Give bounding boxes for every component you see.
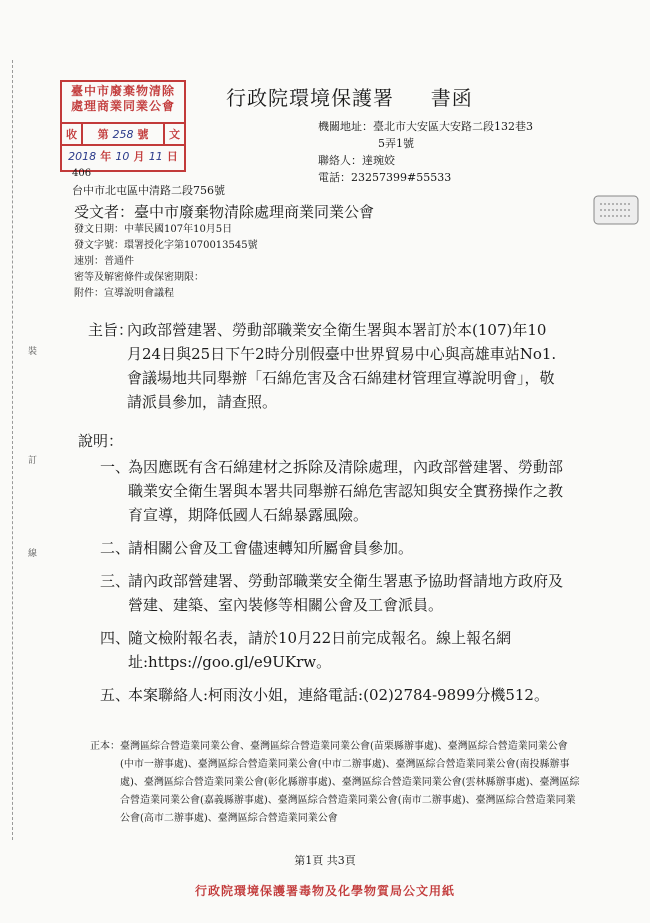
issue-number: 發文字號：環署授化字第1070013545號 (74, 240, 258, 251)
list-item: 三、 請內政部營建署、勞動部職業安全衛生署惠予協助督請地方政府及營建、建築、室內裝修等相關公會及工會派員。 (100, 572, 564, 614)
stamp-number: 第 258 號 (83, 124, 165, 144)
binding-mark-zhuang: 裝 (28, 347, 38, 357)
agency-address-cont: 5弄1號 (378, 137, 414, 150)
document-meta (74, 222, 258, 302)
list-item: 一、 為因應既有含石綿建材之拆除及清除處理，內政部營建署、勞動部職業安全衛生署與本署共同舉辦石綿危害認知與安全實務操作之教育宣導，期降低國人石綿暴露風險。 (100, 458, 564, 524)
recipient-zip: 406 (72, 168, 92, 179)
speed-class: 速別：普通件 (74, 256, 134, 267)
staple-icon (590, 190, 642, 230)
agency-address: 機關地址：臺北市大安區大安路二段132巷3 (318, 120, 533, 133)
recipient-name: 受文者：臺中市廢棄物清除處理商業同業公會 (74, 203, 375, 221)
stamp-date: 2018 年 10 月 11 日 (68, 149, 178, 163)
page-number: 第1頁 共3頁 (294, 854, 356, 867)
footer-title: 行政院環境保護署毒物及化學物質局公文用紙 (194, 884, 455, 898)
receipt-stamp (60, 80, 186, 172)
stamp-org-name: 臺中市廢棄物清除 處理商業同業公會 (70, 84, 175, 113)
stamp-receive: 收 (62, 124, 83, 144)
issue-date: 發文日期：中華民國107年10月5日 (74, 224, 233, 235)
contact-person: 聯絡人：達琬姣 (318, 154, 395, 167)
list-item: 五、 本案聯絡人:柯雨汝小姐，連絡電話:(02)2784-9899分機512。 (100, 686, 549, 704)
description-label: 說明： (78, 432, 124, 450)
document-type: 書函 (430, 86, 473, 110)
stamp-date-row (62, 144, 184, 166)
contact-phone: 電話：23257399#55533 (318, 171, 452, 184)
stamp-number-row (62, 122, 184, 144)
contact-block (318, 118, 608, 186)
list-item: 二、 請相關公會及工會儘速轉知所屬會員參加。 (100, 539, 414, 557)
agency-name: 行政院環境保護署 (226, 86, 394, 110)
subject-section (88, 318, 558, 414)
document-title (226, 82, 473, 111)
cc-text: 臺灣區綜合營造業同業公會、臺灣區綜合營造業同業公會(苗栗縣辦事處)、臺灣區綜合營造業同業公會(中市一辦事處)、臺灣區綜合營造業同業公會(中市二辦事處)、臺灣區綜合營造業同業公會(南投縣辦事處)、臺灣區綜合營造業同業公會(彰化縣辦事處)、臺灣區綜合營造業同業公會(雲林縣辦事處)、臺灣區綜合營造業同業公會(嘉義縣辦事處)、臺灣區綜合營造業同業公會(南市二辦事處)、臺灣區綜合營造業同業公會(高市二辦事處)、臺灣區綜合營造業同業公會 (120, 741, 580, 824)
subject-label: 主旨： (88, 321, 134, 339)
cc-label: 正本： (90, 741, 120, 752)
cc-section (90, 738, 580, 828)
attachment: 附件：宣導說明會議程 (74, 288, 174, 299)
binding-line (12, 60, 14, 840)
binding-mark-xian: 線 (28, 549, 38, 559)
description-list (100, 455, 568, 716)
list-item: 四、 隨文檢附報名表，請於10月22日前完成報名。線上報名網址:https://goo.gl/e9UKrw。 (100, 629, 512, 671)
stamp-doc: 文 (169, 128, 180, 141)
subject-text: 內政部營建署、勞動部職業安全衛生署與本署訂於本(107)年10月24日與25日下午2時分別假臺中世界貿易中心與高雄車站No1.會議場地共同舉辦「石綿危害及含石綿建材管理宣導說明會」，敬請派員參加，請查照。 (127, 321, 557, 411)
binding-mark-ding: 訂 (28, 456, 38, 466)
secrecy-class: 密等及解密條件或保密期限： (74, 272, 204, 283)
recipient-address: 台中市北屯區中清路二段756號 (72, 184, 225, 197)
